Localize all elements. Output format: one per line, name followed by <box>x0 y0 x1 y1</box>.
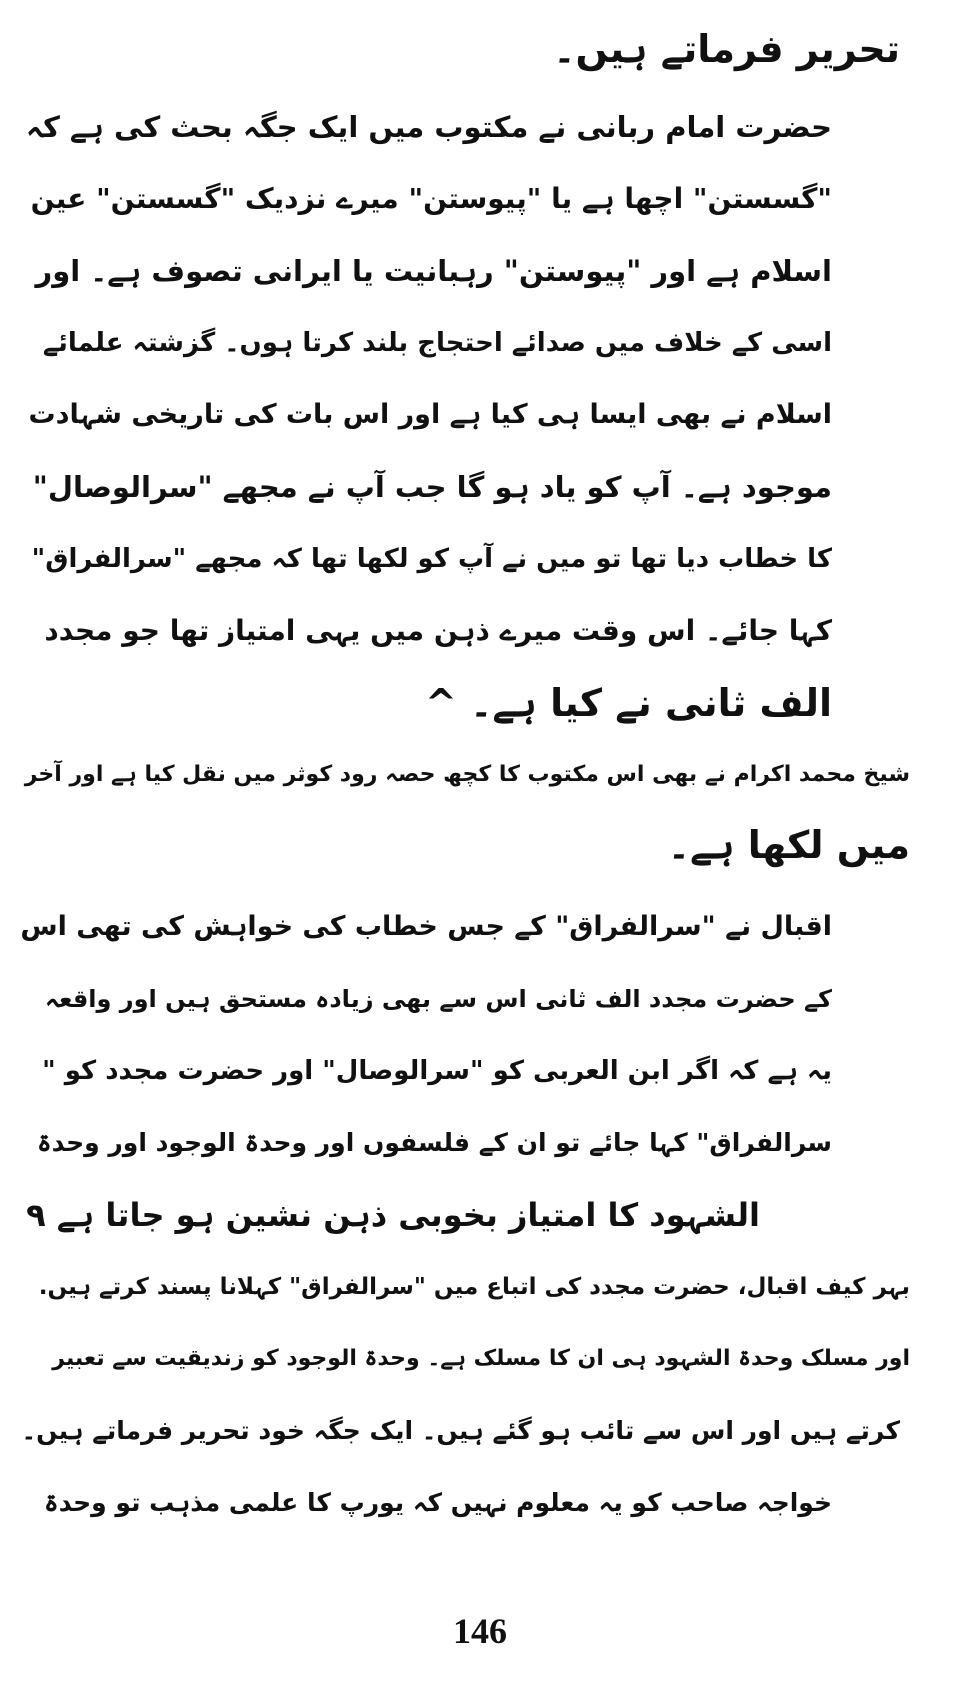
text-line: اسی کے خلاف میں صدائے احتجاج بلند کرتا ہوں۔ گزشتہ علمائے <box>42 328 832 358</box>
text-line: شیخ محمد اکرام نے بھی اس مکتوب کا کچھ حصہ رود کوثر میں نقل کیا ہے اور آخر <box>24 762 910 787</box>
text-line: میں لکھا ہے۔ <box>667 823 910 867</box>
text-line: کا خطاب دیا تھا تو میں نے آپ کو لکھا تھا کہ مجھے "سرالفراق" <box>31 544 832 574</box>
text-line: الشہود کا امتیاز بخوبی ذہن نشین ہو جاتا ہے ۹ <box>26 1196 760 1234</box>
page-number: 146 <box>453 1611 507 1651</box>
text-line: کے حضرت مجدد الف ثانی اس سے بھی زیادہ مستحق ہیں اور واقعہ <box>44 985 832 1013</box>
text-line: اور مسلک وحدۃ الشہود ہی ان کا مسلک ہے۔ وحدۃ الوجود کو زندیقیت سے تعبیر <box>52 1346 910 1371</box>
text-line: تحریر فرماتے ہیں۔ <box>553 27 900 71</box>
text-line: اسلام نے بھی ایسا ہی کیا ہے اور اس بات کی تاریخی شہادت <box>28 399 832 430</box>
text-line: سرالفراق" کہا جائے تو ان کے فلسفوں اور وحدۃ الوجود اور وحدۃ <box>37 1128 832 1157</box>
text-line: الف ثانی نے کیا ہے۔ ^ <box>425 681 832 725</box>
text-line: یہ ہے کہ اگر ابن العربی کو "سرالوصال" اور حضرت مجدد کو " <box>42 1056 832 1086</box>
text-line: "گسستن" اچھا ہے یا "پیوستن" میرے نزدیک "گسستن" عین <box>30 182 832 215</box>
text-line: اقبال نے "سرالفراق" کے جس خطاب کی خواہش کی تھی اس <box>20 911 832 942</box>
text-line: کرتے ہیں اور اس سے تائب ہو گئے ہیں۔ ایک جگہ خود تحریر فرماتے ہیں۔ <box>21 1416 900 1445</box>
text-line: خواجہ صاحب کو یہ معلوم نہیں کہ یورپ کا علمی مذہب تو وحدۃ <box>44 1488 832 1517</box>
text-line: اسلام ہے اور "پیوستن" رہبانیت یا ایرانی تصوف ہے۔ اور <box>35 254 832 288</box>
text-line: موجود ہے۔ آپ کو یاد ہو گا جب آپ نے مجھے "سرالوصال" <box>32 470 832 504</box>
text-line: بہر کیف اقبال، حضرت مجدد کی اتباع میں "سرالفراق" کہلانا پسند کرتے ہیں. <box>38 1274 910 1300</box>
text-line: حضرت امام ربانی نے مکتوب میں ایک جگہ بحث کی ہے کہ <box>25 110 832 144</box>
text-line: کہا جائے۔ اس وقت میرے ذہن میں یہی امتیاز تھا جو مجدد <box>44 614 832 647</box>
